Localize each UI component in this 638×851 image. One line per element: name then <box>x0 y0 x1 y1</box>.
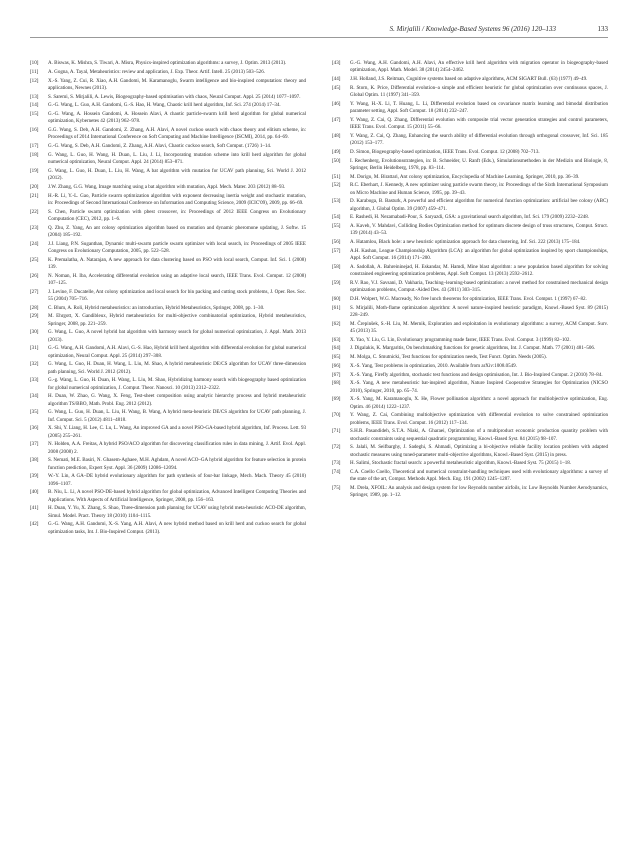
reference-text[interactable]: A. Sadollah, A. Bahreininejad, H. Eskandar, M. Hamdi, Mine blast algorithm: a new population based algorithm for solving constrained engineering optimization problems, Appl. Soft Comput. 13 (2013) 2592–2612. <box>350 263 608 277</box>
reference-number: [45] <box>332 84 341 91</box>
reference-item <box>30 257 306 272</box>
reference-item <box>30 425 306 440</box>
reference-item <box>332 85 608 100</box>
references-column-left <box>30 60 306 537</box>
reference-number: [41] <box>30 505 39 512</box>
reference-text[interactable]: H.-R. Li, Y.-L. Gao, Particle swarm optimization algorithm with exponent decreasing inertia weight and stochastic mutation, in: Proceedings of Second International Conference on Information and Computing Science, 2009 (ICIC'09), 2009, pp. 66–69. <box>48 192 306 206</box>
reference-text[interactable]: H. Duan, Y. Yu, X. Zhang, S. Shao, Three-dimension path planning for UCAV using hybrid meta-heuristic ACO-DE algorithm, Simul. Model. Pract. Theory 18 (2010) 1104–1115. <box>48 505 306 519</box>
reference-text[interactable]: K. Premalatha, A. Natarajan, A new approach for data clustering based on PSO with local search, Comput. Inf. Sci. 1 (2008) 139. <box>48 256 306 270</box>
reference-item <box>332 305 608 320</box>
reference-item <box>332 372 608 379</box>
reference-number: [33] <box>30 377 39 384</box>
reference-item <box>30 361 306 376</box>
reference-number: [62] <box>332 320 341 327</box>
reference-text[interactable]: G.-G. Wang, S. Deb, A.H. Gandomi, Z. Zhang, A.H. Alavi, Chaotic cuckoo search, Soft Comput. (1726) 1–14. <box>48 143 272 149</box>
references-column-right <box>332 60 608 501</box>
reference-number: [44] <box>332 76 341 82</box>
page-header <box>30 22 608 36</box>
reference-text[interactable]: X.-S. Yang, M. Karamanoglu, X. He, Flower pollination algorithm: a novel approach for multiobjective optimization, Eng. Optim. 46 (2014) 1222–1237. <box>350 396 608 410</box>
reference-number: [49] <box>332 148 341 155</box>
reference-item <box>332 345 608 352</box>
reference-number: [73] <box>332 460 341 467</box>
reference-number: [18] <box>30 151 39 158</box>
reference-number: [21] <box>30 192 39 199</box>
reference-text[interactable]: G. Wang, L. Guo, H. Duan, L. Liu, H. Wang, B. Wang, A hybrid meta-heuristic DE/CS algorithm for UCAV path planning, J. Inf. Comput. Sci. 5 (2012) 4811–4818. <box>48 409 306 423</box>
reference-text[interactable]: S. Nemati, M.E. Basiri, N. Ghasem-Aghaee, M.H. Aghdam, A novel ACO–GA hybrid algorithm for feature selection in protein function prediction, Expert Syst. Appl. 36 (2009) 12086–12094. <box>48 457 306 471</box>
reference-number: [35] <box>30 409 39 416</box>
reference-item <box>332 264 608 279</box>
reference-item <box>332 363 608 370</box>
page-number: 133 <box>597 25 608 33</box>
reference-text[interactable]: S.H.R. Pasandideh, S.T.A. Niaki, A. Gharaei, Optimization of a multiproduct economic production quantity problem with stochastic constraints using sequential quadratic programming, Knowl.-Based Syst. 84 (2015) 98–107. <box>350 428 608 442</box>
reference-number: [51] <box>332 173 341 180</box>
reference-number: [15] <box>30 111 39 117</box>
reference-item <box>332 101 608 116</box>
reference-item <box>30 241 306 256</box>
reference-text[interactable]: S. Chen, Particle swarm optimization with pbest crossover, in: Proceedings of 2012 IEEE Congress on Evolutionary Computation (CEC), 2012, pp. 1–6. <box>48 208 306 222</box>
reference-text[interactable]: Q. Zhu, Z. Yang, An ant colony optimization algorithm based on mutation and dynamic pheromone updating, J. Softw. 15 (2004) 185–192. <box>48 224 306 238</box>
reference-text[interactable]: Y. Wang, Z. Cai, Q. Zhang, Enhancing the search ability of differential evolution through orthogonal crossover, Inf. Sci. 185 (2012) 153–177. <box>350 132 608 146</box>
reference-text[interactable]: X.-S. Yang, Test problems in optimization, 2010. Available from arXiv:1008.0549. <box>350 362 517 369</box>
reference-text[interactable]: J. Levine, F. Ducatelle, Ant colony optimization and local search for bin packing and cutting stock problems, J. Oper. Res. Soc. 55 (2004) 705–716. <box>48 288 306 302</box>
reference-item <box>30 345 306 360</box>
reference-item <box>30 313 306 328</box>
reference-item <box>30 184 306 191</box>
reference-number: [28] <box>30 304 39 311</box>
reference-item <box>30 393 306 408</box>
reference-text[interactable]: C.A. Coello Coello, Theoretical and numerical constraint-handling techniques used with evolutionary algorithms: a survey of the state of the art, Comput. Methods Appl. Mech. Eng. 191 (2002) 1245–1287. <box>350 469 608 483</box>
reference-text[interactable]: R. Storn, K. Price, Differential evolution–a simple and efficient heuristic for global optimization over continuous spaces, J. Global Optim. 11 (1997) 341–359. <box>350 84 608 98</box>
reference-number: [32] <box>30 361 39 368</box>
reference-text[interactable]: X.-S. Yang, Z. Cui, R. Xiao, A.H. Gandomi, M. Karamanoglu, Swarm intelligence and bio-inspired computation: theory and applications, Newnes (2013). <box>48 77 306 91</box>
reference-item <box>30 209 306 224</box>
reference-text[interactable]: M. Drela, XFOIL: An analysis and design system for low Reynolds number airfoils, in: Low Reynolds Number Aerodynamics, Springer, 1989, pp. 1–12. <box>350 485 608 499</box>
reference-number: [43] <box>332 60 341 66</box>
reference-number: [71] <box>332 428 341 435</box>
reference-number: [34] <box>30 393 39 400</box>
reference-text[interactable]: D. Karaboga, B. Basturk, A powerful and efficient algorithm for numerical function optimization: artificial bee colony (ABC) algorithm, J. Global Optim. 39 (2007) 459–471. <box>350 198 608 212</box>
reference-text[interactable]: G. Wang, L. Guo, H. Duan, H. Wang, L. Liu, M. Shao, A hybrid metaheuristic DE/CS algorithm for UCAV three-dimension path planning, Sci. World J. 2012 (2012). <box>48 361 306 375</box>
reference-number: [69] <box>332 396 341 403</box>
reference-number: [19] <box>30 167 39 174</box>
reference-number: [68] <box>332 380 341 387</box>
reference-item <box>332 412 608 427</box>
reference-number: [52] <box>332 182 341 189</box>
reference-text[interactable]: G. Wang, L. Guo, A novel hybrid bat algorithm with harmony search for global numerical optimization, J. Appl. Math. 2013 (2013). <box>48 329 306 343</box>
reference-item <box>30 409 306 424</box>
reference-number: [46] <box>332 100 341 107</box>
reference-number: [56] <box>332 239 341 245</box>
reference-number: [37] <box>30 441 39 448</box>
reference-number: [27] <box>30 288 39 295</box>
reference-item <box>30 78 306 93</box>
reference-text[interactable]: X. Yao, Y. Liu, G. Lin, Evolutionary programming made faster, IEEE Trans. Evol. Comput. 3 (1999) 82–102. <box>350 336 571 343</box>
reference-number: [70] <box>332 412 341 419</box>
reference-text[interactable]: M. Dorigo, M. Birattari, Ant colony optimization, Encyclopedia of Machine Learning, Springer, 2010, pp. 36–39. <box>350 173 580 180</box>
reference-number: [17] <box>30 143 39 149</box>
reference-number: [61] <box>332 304 341 311</box>
reference-item <box>30 473 306 488</box>
reference-text[interactable]: R.C. Eberhart, J. Kennedy, A new optimizer using particle swarm theory, in: Proceedings of the Sixth International Symposium on Micro Machine and Human Science, 1995, pp. 39–43. <box>350 182 608 196</box>
reference-number: [16] <box>30 127 39 133</box>
reference-number: [26] <box>30 272 39 279</box>
running-title: S. Mirjalili / Knowledge-Based Systems 96 (2016) 120–133 <box>389 25 556 33</box>
reference-text[interactable]: E. Rashedi, H. Nezamabadi-Pour, S. Saryazdi, GSA: a gravitational search algorithm, Inf. Sci. 179 (2009) 2232–2248. <box>350 214 590 221</box>
reference-number: [75] <box>332 485 341 491</box>
reference-number: [20] <box>30 183 39 190</box>
reference-text[interactable]: S. Mirjalili, Moth-flame optimization algorithm: A novel nature-inspired heuristic paradigm, Knowl.-Based Syst. 89 (2015) 228–249. <box>350 304 608 318</box>
reference-item <box>30 111 306 126</box>
reference-item <box>30 489 306 504</box>
reference-text[interactable]: G.-G. Wang, L. Guo, A.H. Gandomi, G.-S. Hao, H. Wang, Chaotic krill herd algorithm, Inf. Sci. 274 (2014) 17–34. <box>48 102 281 109</box>
reference-number: [36] <box>30 425 39 432</box>
reference-item <box>332 214 608 221</box>
reference-text[interactable]: G.-G. Wang, A.H. Gandomi, A.H. Alavi, G.-S. Hao, Hybrid krill herd algorithm with differential evolution for global numerical optimization, Neural Comput. Appl. 25 (2014) 297–308. <box>48 345 306 359</box>
reference-number: [25] <box>30 256 39 263</box>
reference-text[interactable]: R.V. Rao, V.J. Savsani, D. Vakharia, Teaching–learning-based optimization: a novel method for constrained mechanical design optimization problems, Comput.-Aided Des. 43 (2011) 303–315. <box>350 279 608 293</box>
reference-item <box>30 505 306 520</box>
reference-text[interactable]: A. Gogna, A. Tayal, Metaheuristics: review and application, J. Exp. Theor. Artif. Intell. 25 (2013) 503–526. <box>48 68 265 75</box>
reference-text[interactable]: S. Saremi, S. Mirjalili, A. Lewis, Biogeography-based optimisation with chaos, Neural Comput. Appl. 25 (2014) 1077–1097. <box>48 93 301 100</box>
reference-text[interactable]: N. Noman, H. Iba, Accelerating differential evolution using an adaptive local search, IEEE Trans. Evol. Comput. 12 (2008) 107–125. <box>48 272 306 286</box>
reference-item <box>332 158 608 173</box>
reference-number: [24] <box>30 240 39 247</box>
reference-item <box>332 223 608 238</box>
reference-text[interactable]: J. Digalakis, K. Margaritis, On benchmarking functions for genetic algorithms, Int. J. Comput. Math. 77 (2001) 481–506. <box>350 345 596 352</box>
reference-number: [50] <box>332 157 341 164</box>
reference-number: [48] <box>332 132 341 139</box>
reference-item <box>332 337 608 344</box>
reference-text[interactable]: H. Duan, W. Zhao, G. Wang, X. Feng, Test-sheet composition using analytic hierarchy process and hybrid metaheuristic algorithm TS/BBO, Math. Probl. Eng. 2012 (2012). <box>48 393 306 407</box>
reference-number: [58] <box>332 263 341 270</box>
reference-text[interactable]: A. Hatamlou, Black hole: a new heuristic optimization approach for data clustering, Inf. Sci. 222 (2013) 175–184. <box>350 239 581 245</box>
reference-item <box>30 168 306 183</box>
reference-item <box>332 444 608 459</box>
reference-number: [59] <box>332 279 341 286</box>
reference-item <box>30 305 306 312</box>
reference-text[interactable]: G.-g. Wang, L. Guo, H. Duan, H. Wang, L. Liu, M. Shao, Hybridizing harmony search with biogeography based optimization for global numerical optimization, J. Comput. Theor. Nanosci. 10 (2013) 2312–2322. <box>48 377 306 391</box>
reference-number: [22] <box>30 208 39 215</box>
reference-text[interactable]: N. Holden, A.A. Freitas, A hybrid PSO/ACO algorithm for discovering classification rules in data mining, J. Artif. Evol. Appl. 2008 (2008) 2. <box>48 441 306 455</box>
reference-number: [54] <box>332 214 341 221</box>
reference-number: [14] <box>30 102 39 109</box>
reference-item <box>30 441 306 456</box>
reference-item <box>332 296 608 303</box>
reference-number: [55] <box>332 223 341 229</box>
reference-item <box>30 329 306 344</box>
reference-text[interactable]: J.W. Zhang, G.G. Wang, Image matching using a bat algorithm with mutation, Appl. Mech. Mater. 203 (2012) 88–93. <box>48 183 286 190</box>
reference-text[interactable]: M. Ehrgott, X. Gandibleux, Hybrid metaheuristics for multi-objective combinatorial optimization, Hybrid metaheuristics, Springer, 2008, pp. 221–259. <box>48 313 306 327</box>
reference-number: [30] <box>30 329 39 336</box>
reference-item <box>30 152 306 167</box>
reference-text[interactable]: G. Wang, L. Guo, H. Duan, L. Liu, H. Wang, A bat algorithm with mutation for UCAV path planning, Sci. World J. 2012 (2012). <box>48 167 306 181</box>
reference-number: [66] <box>332 362 341 369</box>
reference-text[interactable]: D. Simon, Biogeography-based optimization, IEEE Trans. Evol. Comput. 12 (2008) 702–713. <box>350 148 540 155</box>
reference-item <box>332 280 608 295</box>
reference-item <box>332 380 608 395</box>
reference-number: [72] <box>332 444 341 451</box>
reference-item <box>30 143 306 150</box>
reference-item <box>332 76 608 83</box>
reference-number: [39] <box>30 473 39 480</box>
reference-number: [40] <box>30 489 39 496</box>
reference-number: [29] <box>30 313 39 320</box>
reference-text[interactable]: B. Niu, L. Li, A novel PSO-DE-based hybrid algorithm for global optimization, Advanced Intelligent Computing Theories and Applications. With Aspects of Artificial Intelligence, Springer, 2008, pp. 156–163. <box>48 489 306 503</box>
reference-text[interactable]: Y. Wang, Z. Cai, Combining multiobjective optimization with differential evolution to solve constrained optimization problems, IEEE Trans. Evol. Comput. 16 (2012) 117–134. <box>350 412 608 426</box>
reference-number: [60] <box>332 295 341 302</box>
reference-text[interactable]: G.G. Wang, S. Deb, A.H. Gandomi, Z. Zhang, A.H. Alavi, A novel cuckoo search with chaos theory and elitism scheme, in: Proceedings of 2014 International Conference on Soft Computing and Machine Intelligence (ISCMI), 2014, pp. 64–69. <box>48 127 306 141</box>
reference-item <box>30 127 306 142</box>
reference-item <box>332 182 608 197</box>
reference-item <box>332 428 608 443</box>
reference-number: [65] <box>332 354 341 360</box>
reference-item <box>30 60 306 67</box>
reference-number: [64] <box>332 345 341 352</box>
reference-number: [23] <box>30 224 39 231</box>
reference-item <box>332 460 608 467</box>
reference-text[interactable]: A. Kaveh, V. Mahdavi, Colliding Bodies Optimization method for optimum discrete design of truss structures, Comput. Struct. 139 (2014) 43–53. <box>350 223 608 237</box>
reference-item <box>332 198 608 213</box>
reference-item <box>30 289 306 304</box>
reference-item <box>30 69 306 76</box>
reference-text[interactable]: G.-G. Wang, A. Hossein Gandomi, A. Hossein Alavi, A chaotic particle-swarm krill herd algorithm for global numerical optimization, Kybernetes 42 (2013) 962–978. <box>48 111 306 125</box>
reference-text[interactable]: I. Rechenberg, Evolutionsstrategien, in: B. Schneider, U. Ranft (Eds.), Simulationsmethoden in der Medizin und Biologie, 8, Springer, Berlin Heidelberg, 1978, pp. 83–114. <box>350 157 608 171</box>
reference-text[interactable]: Y. Wang, H.-X. Li, T. Huang, L. Li, Differential evolution based on covariance matrix learning and bimodal distribution parameter setting, Appl. Soft Comput. 18 (2014) 232–247. <box>350 100 608 114</box>
reference-text[interactable]: A.H. Kashan, League Championship Algorithm (LCA): an algorithm for global optimization inspired by sport championships, Appl. Soft Comput. 16 (2014) 171–200. <box>350 247 608 261</box>
reference-text[interactable]: Y. Wang, Z. Cai, Q. Zhang, Differential evolution with composite trial vector generation strategies and control parameters, IEEE Trans. Evol. Comput. 15 (2011) 55–66. <box>350 116 608 130</box>
reference-item <box>332 248 608 263</box>
reference-item <box>30 102 306 109</box>
reference-number: [67] <box>332 371 341 378</box>
reference-text[interactable]: M. Črepinšek, S.-H. Liu, M. Mernik, Exploration and exploitation in evolutionary algorithms: a survey, ACM Comput. Surv. 45 (2013) 35. <box>350 320 608 334</box>
reference-number: [74] <box>332 469 341 475</box>
header-rule <box>30 37 608 38</box>
reference-number: [47] <box>332 116 341 123</box>
reference-text[interactable]: G.-G. Wang, A.H. Gandomi, A.H. Alavi, An effective krill herd algorithm with migration operator in biogeography-based optimization, Appl. Math. Model. 38 (2014) 2454–2462. <box>350 60 608 74</box>
reference-text[interactable]: H. Salimi, Stochastic fractal search: a powerful metaheuristic algorithm, Knowl.-Based Syst. 75 (2015) 1–18. <box>350 460 572 467</box>
reference-number: [63] <box>332 336 341 343</box>
reference-text[interactable]: G.-G. Wang, A.H. Gandomi, X.-S. Yang, A.H. Alavi, A new hybrid method based on krill herd and cuckoo search for global optimization tasks, Int. J. Bio-Inspired Comput. (2013). <box>48 521 306 535</box>
reference-number: [38] <box>30 457 39 464</box>
reference-text[interactable]: X. Shi, Y. Liang, H. Lee, C. Lu, L. Wang, An improved GA and a novel PSO-GA-based hybrid algorithm, Inf. Process. Lett. 93 (2005) 255–261. <box>48 425 306 439</box>
reference-item <box>30 457 306 472</box>
reference-text[interactable]: X.-S. Yang, Firefly algorithm, stochastic test functions and design optimisation, Int. J. Bio-Inspired Comput. 2 (2010) 78–84. <box>350 371 603 378</box>
reference-item <box>332 149 608 156</box>
reference-text[interactable]: J.J. Liang, P.N. Suganthan, Dynamic multi-swarm particle swarm optimizer with local search, in: Proceedings of 2005 IEEE Congress on Evolutionary Computation, 2005, pp. 522–528. <box>48 240 306 254</box>
reference-item <box>332 60 608 75</box>
reference-item <box>332 354 608 361</box>
reference-number: [13] <box>30 93 39 100</box>
reference-item <box>30 377 306 392</box>
reference-item <box>332 469 608 484</box>
reference-item <box>332 174 608 181</box>
reference-item <box>332 133 608 148</box>
reference-text[interactable]: G. Wang, L. Guo, H. Wang, H. Duan, L. Liu, J. Li, Incorporating mutation scheme into krill herd algorithm for global numerical optimization, Neural Comput. Appl. 24 (2014) 853–871. <box>48 151 306 165</box>
reference-item <box>30 193 306 208</box>
reference-item <box>30 521 306 536</box>
reference-item <box>332 117 608 132</box>
reference-item <box>332 239 608 246</box>
reference-text[interactable]: X.-S. Yang, A new metaheuristic bat-inspired algorithm, Nature Inspired Cooperative Strategies for Optimization (NICSO 2010), Springer, 2010, pp. 65–74. <box>350 380 608 394</box>
reference-text[interactable]: J.H. Holland, J.S. Reitman, Cognitive systems based on adaptive algorithms, ACM SIGART Bull. (63) (1977) 49–49. <box>350 76 588 82</box>
reference-item <box>332 396 608 411</box>
reference-number: [12] <box>30 77 39 84</box>
reference-number: [11] <box>30 68 39 75</box>
reference-number: [42] <box>30 521 39 528</box>
reference-text[interactable]: A. Biswas, K. Mishra, S. Tiwari, A. Misra, Physics-inspired optimization algorithms: a survey, J. Optim. 2013 (2013). <box>48 60 287 66</box>
reference-text[interactable]: S. Jalali, M. Seifbarghy, J. Sadeghi, S. Ahmadi, Optimizing a bi-objective reliable facility location problem with adapted stochastic measures using tuned-parameter multi-objective algorithms, Knowl.-Based Syst. (2015) in press. <box>350 444 608 458</box>
reference-item <box>30 273 306 288</box>
reference-text[interactable]: M. Molga, C. Smutnicki, Test functions for optimization needs, Test Funct. Optim. Needs (2005). <box>350 354 547 360</box>
reference-item <box>30 225 306 240</box>
reference-number: [53] <box>332 198 341 205</box>
reference-item <box>332 485 608 500</box>
reference-text[interactable]: W.-Y. Lin, A GA–DE hybrid evolutionary algorithm for path synthesis of four-bar linkage, Mech. Mach. Theory 45 (2010) 1096–1107. <box>48 473 306 487</box>
reference-number: [10] <box>30 60 39 66</box>
reference-text[interactable]: D.H. Wolpert, W.G. Macready, No free lunch theorems for optimization, IEEE Trans. Evol. Comput. 1 (1997) 67–82. <box>350 295 587 302</box>
reference-number: [57] <box>332 247 341 254</box>
reference-item <box>332 321 608 336</box>
reference-number: [31] <box>30 345 39 352</box>
reference-text[interactable]: C. Blum, A. Roli, Hybrid metaheuristics: an introduction, Hybrid Metaheuristics, Springer, 2008, pp. 1–30. <box>48 304 265 311</box>
reference-item <box>30 94 306 101</box>
